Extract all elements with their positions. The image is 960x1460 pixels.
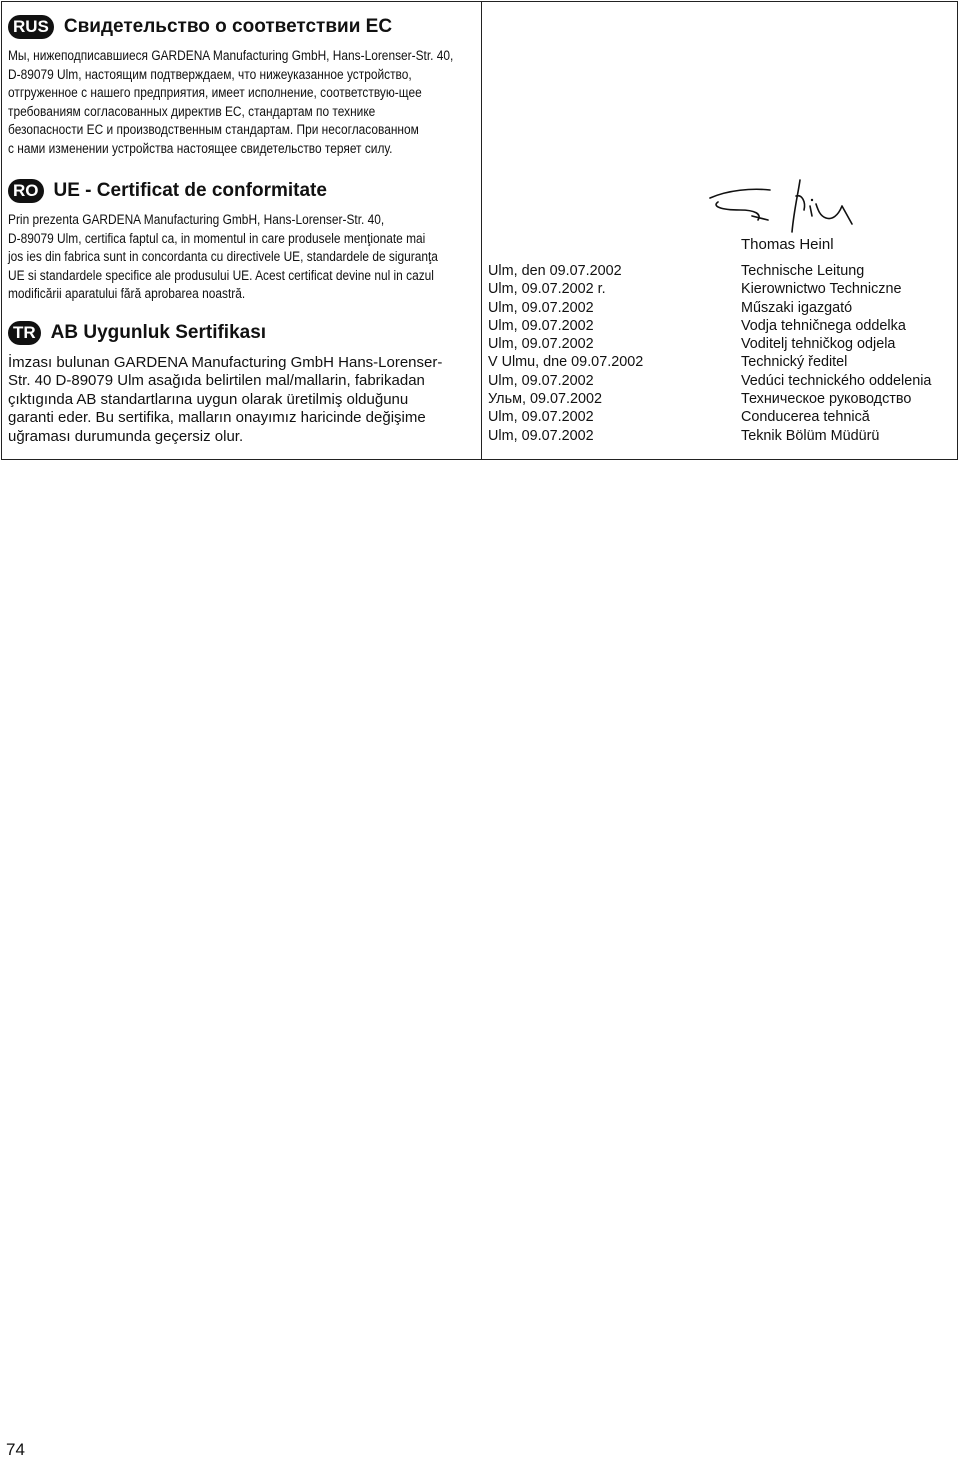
section-ro-body	[8, 211, 474, 304]
title-line: Műszaki igazgató	[741, 299, 853, 316]
date-line: Ульм, 09.07.2002	[488, 391, 602, 408]
section-rus-header	[8, 12, 474, 42]
title-line: Voditelj tehničkog odjela	[741, 336, 896, 353]
section-tr-header	[8, 318, 474, 348]
title-line: Kierownictwo Techniczne	[741, 281, 902, 298]
body-line: çıktıgında AB standartlarına uygun olarak üretilmiş olduğunu	[8, 390, 409, 408]
signature-image	[700, 176, 860, 236]
section-rus-title: Свидетельство о соответствии ЕС	[63, 16, 393, 37]
language-badge-tr: TR	[8, 321, 41, 345]
body-line: Prin prezenta GARDENA Manufacturing GmbH, Hans-Lorenser-Str. 40,	[8, 212, 385, 228]
date-line: Ulm, 09.07.2002	[488, 409, 594, 426]
date-line: V Ulmu, dne 09.07.2002	[488, 354, 644, 371]
body-line: с нами изменении устройства настоящее свидетельство теряет силу.	[8, 140, 393, 157]
column-divider	[481, 1, 482, 460]
date-line: Ulm, 09.07.2002	[488, 299, 594, 316]
section-ro-header	[8, 176, 474, 206]
title-line: Technische Leitung	[741, 263, 865, 279]
body-line: jos ies din fabrica sunt in concordanta cu directivele UE, standardele de siguranţa	[8, 249, 438, 266]
section-tr-body	[8, 354, 476, 446]
language-badge-rus: RUS	[8, 15, 54, 39]
language-badge-ro: RO	[8, 179, 44, 203]
section-tr	[8, 318, 474, 446]
date-line: Ulm, 09.07.2002	[488, 372, 594, 389]
body-line: требованиям согласованных директив ЕС, стандартам по технике	[8, 103, 376, 120]
title-line: Техническое руководство	[741, 391, 912, 408]
date-line: Ulm, den 09.07.2002	[488, 263, 622, 279]
body-line: Мы, нижеподписавшиеся GARDENA Manufacturing GmbH, Hans-Lorenser-Str. 40,	[8, 48, 454, 64]
date-line: Ulm, 09.07.2002	[488, 317, 594, 334]
body-line: garanti eder. Bu sertifika, malların onayımız haricinde değişime	[8, 409, 426, 427]
title-line: Vodja tehničnega oddelka	[741, 317, 906, 334]
body-line: отгруженное с нашего предприятия, имеет исполнение, соответствую-щее	[8, 85, 422, 102]
title-line: Conducerea tehnică	[741, 409, 870, 426]
body-line: UE si standardele specifice ale produsului UE. Acest certificat devine nul in cazul	[8, 267, 434, 284]
body-line: D-89079 Ulm, настоящим подтверждаем, что нижеуказанное устройство,	[8, 66, 412, 83]
section-tr-title: AB Uygunluk Sertifikası	[50, 322, 267, 343]
body-line: İmzası bulunan GARDENA Manufacturing GmbH Hans-Lorenser-	[8, 354, 443, 371]
section-ro	[8, 176, 474, 304]
body-line: modificării aparatului fără aprobarea noastră.	[8, 286, 246, 303]
date-line: Ulm, 09.07.2002	[488, 427, 594, 444]
body-line: D-89079 Ulm, certifica faptul ca, in momentul in care produsele menţionate mai	[8, 230, 426, 247]
signer-name: Thomas Heinl	[741, 236, 834, 253]
body-line: безопасности ЕС и производственным стандартам. При несогласованном	[8, 122, 419, 139]
date-line: Ulm, 09.07.2002 r.	[488, 281, 606, 298]
titles-column	[741, 262, 931, 445]
title-line: Technický ředitel	[741, 354, 848, 371]
page-number: 74	[6, 1440, 25, 1459]
section-ro-title: UE - Certificat de conformitate	[53, 180, 327, 201]
section-rus-body	[8, 47, 474, 159]
title-line: Teknik Bölüm Müdürü	[741, 427, 880, 444]
title-line: Vedúci technického oddelenia	[741, 372, 932, 389]
body-line: Str. 40 D-89079 Ulm asağıda belirtilen mal/mallarin, fabrikadan	[8, 372, 425, 390]
section-rus	[8, 12, 474, 159]
body-line: uğraması durumunda geçersiz olur.	[8, 427, 244, 445]
date-line: Ulm, 09.07.2002	[488, 336, 594, 353]
dates-column	[488, 262, 643, 445]
